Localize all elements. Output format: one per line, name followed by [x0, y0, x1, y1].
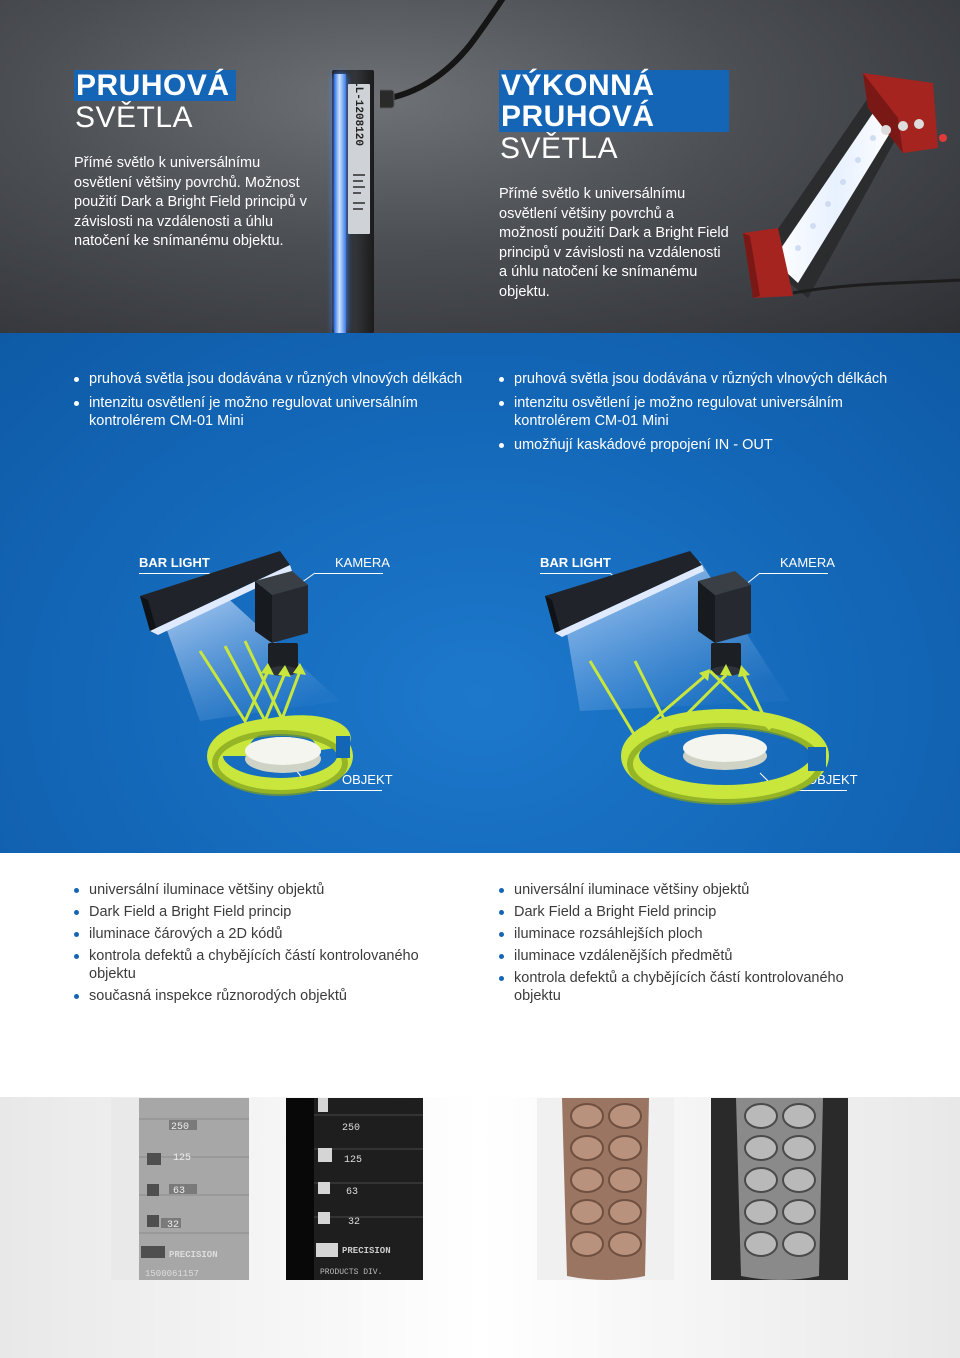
list-item: iluminace čárových a 2D kódů	[74, 925, 434, 943]
gauge-photo-dark	[286, 1098, 423, 1280]
list-item: intenzitu osvětlení je možno regulovat universálním kontrolérem CM-01 Mini	[499, 394, 909, 430]
title-light-right: SVĚTLA	[500, 132, 619, 165]
power-bar-lights-intro	[499, 70, 729, 302]
benefit-list-left	[74, 881, 434, 1009]
list-item: pruhová světla jsou dodávána v různých vlnových délkách	[74, 370, 474, 388]
number-label: 125	[344, 1155, 363, 1166]
bar-light-label: BAR LIGHT	[540, 555, 611, 570]
object-label: OBJEKT	[342, 772, 393, 787]
number-label: 63	[346, 1187, 359, 1198]
list-item: kontrola defektů a chybějících částí kontrolovaného objektu	[74, 947, 434, 983]
brand-sub-label: PRODUCTS DIV.	[320, 1268, 383, 1277]
camera-label: KAMERA	[335, 555, 390, 570]
bar-light-led-strip	[334, 74, 346, 333]
diagram-drawing	[50, 551, 480, 821]
serial-label: 1500061157	[145, 1269, 200, 1279]
power-bar-light-product-image	[738, 68, 960, 304]
list-item: intenzitu osvětlení je možno regulovat universálním kontrolérem CM-01 Mini	[74, 394, 474, 430]
list-item: Dark Field a Bright Field princip	[499, 903, 859, 921]
title-bold-left: PRUHOVÁ	[74, 70, 236, 101]
number-label: 250	[171, 1122, 190, 1133]
benefit-list-right	[499, 881, 859, 1009]
camera-label: KAMERA	[780, 555, 835, 570]
number-label: 32	[348, 1217, 361, 1228]
diagram-drawing	[470, 551, 900, 821]
bar-light-product-image	[320, 70, 382, 333]
number-label: 250	[342, 1123, 361, 1134]
hero-section	[0, 0, 960, 333]
intro-text-left: Přímé světlo k universálnímu osvětlení většiny povrchů. Možnost použití Dark a Bright Field principů v závislosti na vzdálenosti a úhlu natočení ke snímanému objektu.	[74, 155, 307, 249]
bar-light-label	[348, 84, 370, 234]
number-label: 32	[167, 1220, 180, 1231]
list-item: iluminace rozsáhlejších ploch	[499, 925, 859, 943]
object-label: OBJEKT	[807, 772, 858, 787]
number-label: 63	[173, 1186, 186, 1197]
list-item: současná inspekce různorodých objektů	[74, 987, 434, 1005]
tray-photo-gray	[711, 1098, 848, 1280]
title-light-left: SVĚTLA	[75, 101, 194, 134]
brand-label: PRECISION	[169, 1250, 218, 1260]
list-item: kontrola defektů a chybějících částí kontrolovaného objektu	[499, 969, 859, 1005]
list-item: pruhová světla jsou dodávána v různých vlnových délkách	[499, 370, 909, 388]
features-section	[0, 333, 960, 853]
number-label: 125	[173, 1153, 192, 1164]
title-bold-right: VÝKONNÁ PRUHOVÁ	[499, 70, 729, 132]
feature-list-right	[499, 370, 909, 460]
tray-photo-color	[537, 1098, 674, 1280]
bright-field-diagram	[50, 551, 480, 821]
list-item: iluminace vzdálenějších předmětů	[499, 947, 859, 965]
list-item: universální iluminace většiny objektů	[74, 881, 434, 899]
list-item: Dark Field a Bright Field princip	[74, 903, 434, 921]
gauge-photo-bright	[111, 1098, 249, 1280]
bar-lights-intro	[74, 70, 314, 252]
list-item: umožňují kaskádové propojení IN - OUT	[499, 436, 909, 454]
intro-text-right: Přímé světlo k universálnímu osvětlení většiny povrchů a možností použití Dark a Bright Field principů v závislosti na vzdálenosti a úhlu natočení ke snímanému objektu.	[499, 186, 729, 300]
brand-label: PRECISION	[342, 1246, 391, 1256]
dark-field-diagram	[470, 551, 900, 821]
bar-light-label: BAR LIGHT	[139, 555, 210, 570]
feature-list-left	[74, 370, 474, 436]
product-label-text: LL-1208120	[352, 84, 364, 147]
list-item: universální iluminace většiny objektů	[499, 881, 859, 899]
